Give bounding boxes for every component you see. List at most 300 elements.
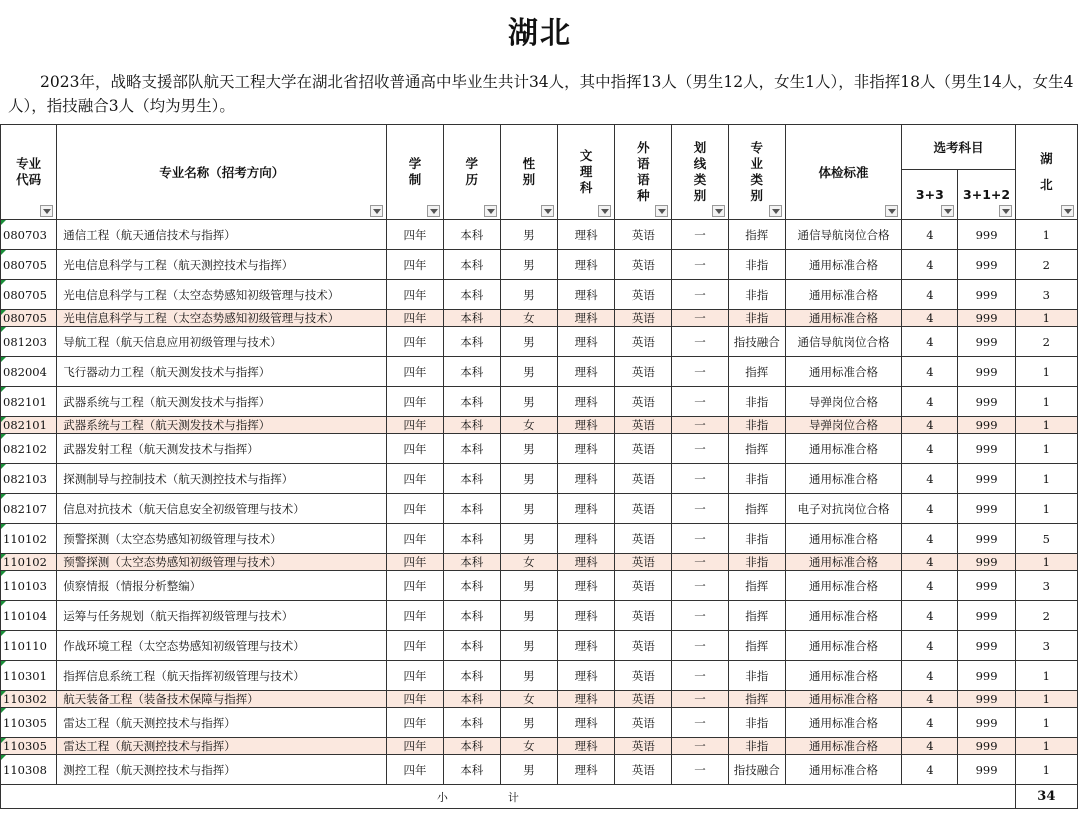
major-category-cell: 非指	[728, 738, 785, 755]
subject-3-1-2-cell: 999	[958, 601, 1015, 631]
major-category-cell: 非指	[728, 250, 785, 280]
language-cell: 英语	[615, 434, 672, 464]
medical-standard-cell: 通用标准合格	[785, 280, 901, 310]
subject-3-3-cell: 4	[902, 571, 958, 601]
quota-cell: 5	[1015, 524, 1077, 554]
medical-standard-cell: 电子对抗岗位合格	[785, 494, 901, 524]
table-row	[1, 571, 1078, 601]
medical-standard-cell: 通用标准合格	[785, 554, 901, 571]
table-row	[1, 357, 1078, 387]
duration-cell: 四年	[387, 631, 443, 661]
degree-cell: 本科	[443, 524, 500, 554]
subject-3-3-cell: 4	[902, 327, 958, 357]
filter-dropdown-icon[interactable]	[1061, 205, 1074, 217]
code-cell: 082101	[1, 417, 57, 434]
track-cell: 理科	[558, 357, 615, 387]
language-cell: 英语	[615, 661, 672, 691]
medical-standard-cell: 通用标准合格	[785, 708, 901, 738]
quota-cell: 1	[1015, 494, 1077, 524]
gender-cell: 男	[500, 250, 557, 280]
subject-3-1-2-cell: 999	[958, 327, 1015, 357]
major-category-cell: 指技融合	[728, 755, 785, 785]
subtotal-label: 小计	[1, 785, 1016, 809]
medical-standard-cell: 通用标准合格	[785, 524, 901, 554]
header-xueli	[443, 125, 500, 220]
header-wenli	[558, 125, 615, 220]
subject-3-3-cell: 4	[902, 524, 958, 554]
track-cell: 理科	[558, 571, 615, 601]
gender-cell: 女	[500, 417, 557, 434]
major-name-cell: 探测制导与控制技术（航天测控技术与指挥）	[57, 464, 387, 494]
header-3-3-label: 3+3	[915, 187, 944, 202]
quota-cell: 1	[1015, 434, 1077, 464]
medical-standard-cell: 通用标准合格	[785, 357, 901, 387]
filter-dropdown-icon[interactable]	[484, 205, 497, 217]
major-category-cell: 非指	[728, 554, 785, 571]
gender-cell: 男	[500, 357, 557, 387]
header-name-label: 专业名称（招考方向）	[159, 165, 285, 180]
cutoff-category-cell: 一	[672, 494, 728, 524]
filter-dropdown-icon[interactable]	[885, 205, 898, 217]
major-category-cell: 非指	[728, 280, 785, 310]
medical-standard-cell: 通用标准合格	[785, 464, 901, 494]
major-name-cell: 测控工程（航天测控技术与指挥）	[57, 755, 387, 785]
page-title: 湖北	[508, 16, 572, 51]
gender-cell: 男	[500, 387, 557, 417]
gender-cell: 女	[500, 738, 557, 755]
major-category-cell: 指挥	[728, 571, 785, 601]
cutoff-category-cell: 一	[672, 464, 728, 494]
subject-3-1-2-cell: 999	[958, 310, 1015, 327]
degree-cell: 本科	[443, 387, 500, 417]
filter-dropdown-icon[interactable]	[541, 205, 554, 217]
table-row	[1, 631, 1078, 661]
gender-cell: 男	[500, 434, 557, 464]
quota-cell: 1	[1015, 464, 1077, 494]
language-cell: 英语	[615, 494, 672, 524]
language-cell: 英语	[615, 554, 672, 571]
gender-cell: 男	[500, 280, 557, 310]
cutoff-category-cell: 一	[672, 280, 728, 310]
track-cell: 理科	[558, 494, 615, 524]
code-cell: 081203	[1, 327, 57, 357]
quota-cell: 1	[1015, 387, 1077, 417]
medical-standard-cell: 通用标准合格	[785, 434, 901, 464]
degree-cell: 本科	[443, 250, 500, 280]
gender-cell: 男	[500, 755, 557, 785]
subject-3-1-2-cell: 999	[958, 755, 1015, 785]
quota-cell: 1	[1015, 310, 1077, 327]
degree-cell: 本科	[443, 327, 500, 357]
code-cell: 082004	[1, 357, 57, 387]
medical-standard-cell: 通用标准合格	[785, 631, 901, 661]
header-xingbie	[500, 125, 557, 220]
degree-cell: 本科	[443, 601, 500, 631]
code-cell: 080703	[1, 220, 57, 250]
track-cell: 理科	[558, 280, 615, 310]
major-category-cell: 非指	[728, 524, 785, 554]
track-cell: 理科	[558, 464, 615, 494]
medical-standard-cell: 通用标准合格	[785, 601, 901, 631]
medical-standard-cell: 通信导航岗位合格	[785, 220, 901, 250]
cutoff-category-cell: 一	[672, 691, 728, 708]
filter-dropdown-icon[interactable]	[40, 205, 53, 217]
gender-cell: 女	[500, 310, 557, 327]
medical-standard-cell: 通用标准合格	[785, 691, 901, 708]
subject-3-1-2-cell: 999	[958, 738, 1015, 755]
header-xuankao: 选考科目	[902, 125, 1015, 170]
major-category-cell: 指挥	[728, 631, 785, 661]
header-xueli-label: 学历	[465, 156, 478, 187]
code-cell: 082103	[1, 464, 57, 494]
gender-cell: 男	[500, 571, 557, 601]
table-row	[1, 661, 1078, 691]
major-category-cell: 指挥	[728, 220, 785, 250]
medical-standard-cell: 通用标准合格	[785, 310, 901, 327]
gender-cell: 男	[500, 661, 557, 691]
medical-standard-cell: 通用标准合格	[785, 661, 901, 691]
major-name-cell: 飞行器动力工程（航天测发技术与指挥）	[57, 357, 387, 387]
subject-3-1-2-cell: 999	[958, 494, 1015, 524]
subject-3-1-2-cell: 999	[958, 357, 1015, 387]
major-name-cell: 运筹与任务规划（航天指挥初级管理与技术）	[57, 601, 387, 631]
subject-3-3-cell: 4	[902, 387, 958, 417]
major-name-cell: 光电信息科学与工程（航天测控技术与指挥）	[57, 250, 387, 280]
subject-3-3-cell: 4	[902, 691, 958, 708]
subject-3-3-cell: 4	[902, 554, 958, 571]
language-cell: 英语	[615, 524, 672, 554]
degree-cell: 本科	[443, 571, 500, 601]
subject-3-3-cell: 4	[902, 310, 958, 327]
filter-dropdown-icon[interactable]	[370, 205, 383, 217]
subject-3-3-cell: 4	[902, 661, 958, 691]
subject-3-1-2-cell: 999	[958, 708, 1015, 738]
header-hubei	[1015, 125, 1077, 220]
major-category-cell: 非指	[728, 310, 785, 327]
quota-cell: 3	[1015, 631, 1077, 661]
major-name-cell: 预警探测（太空态势感知初级管理与技术）	[57, 524, 387, 554]
duration-cell: 四年	[387, 494, 443, 524]
subject-3-1-2-cell: 999	[958, 554, 1015, 571]
cutoff-category-cell: 一	[672, 755, 728, 785]
table-row	[1, 387, 1078, 417]
track-cell: 理科	[558, 434, 615, 464]
major-name-cell: 通信工程（航天通信技术与指挥）	[57, 220, 387, 250]
track-cell: 理科	[558, 601, 615, 631]
cutoff-category-cell: 一	[672, 738, 728, 755]
degree-cell: 本科	[443, 464, 500, 494]
duration-cell: 四年	[387, 524, 443, 554]
cutoff-category-cell: 一	[672, 631, 728, 661]
quota-cell: 1	[1015, 738, 1077, 755]
track-cell: 理科	[558, 631, 615, 661]
header-tijian-label: 体检标准	[818, 165, 869, 180]
header-xuezhi-label: 学制	[408, 156, 422, 187]
degree-cell: 本科	[443, 310, 500, 327]
track-cell: 理科	[558, 417, 615, 434]
track-cell: 理科	[558, 310, 615, 327]
subject-3-1-2-cell: 999	[958, 417, 1015, 434]
degree-cell: 本科	[443, 631, 500, 661]
header-zhuanye-label: 专业类别	[750, 140, 763, 203]
gender-cell: 男	[500, 327, 557, 357]
major-category-cell: 指挥	[728, 601, 785, 631]
table-row	[1, 280, 1078, 310]
duration-cell: 四年	[387, 708, 443, 738]
header-code	[1, 125, 57, 220]
gender-cell: 男	[500, 601, 557, 631]
cutoff-category-cell: 一	[672, 220, 728, 250]
subject-3-3-cell: 4	[902, 755, 958, 785]
table-row	[1, 464, 1078, 494]
code-cell: 110308	[1, 755, 57, 785]
subject-3-3-cell: 4	[902, 601, 958, 631]
track-cell: 理科	[558, 327, 615, 357]
code-cell: 110302	[1, 691, 57, 708]
language-cell: 英语	[615, 691, 672, 708]
filter-dropdown-icon[interactable]	[712, 205, 725, 217]
cutoff-category-cell: 一	[672, 434, 728, 464]
track-cell: 理科	[558, 755, 615, 785]
subject-3-3-cell: 4	[902, 250, 958, 280]
header-huaxian	[672, 125, 728, 220]
medical-standard-cell: 通用标准合格	[785, 571, 901, 601]
quota-cell: 1	[1015, 417, 1077, 434]
table-row	[1, 434, 1078, 464]
table-row	[1, 708, 1078, 738]
gender-cell: 男	[500, 708, 557, 738]
table-row	[1, 554, 1078, 571]
cutoff-category-cell: 一	[672, 417, 728, 434]
degree-cell: 本科	[443, 220, 500, 250]
duration-cell: 四年	[387, 661, 443, 691]
language-cell: 英语	[615, 631, 672, 661]
table-row	[1, 691, 1078, 708]
degree-cell: 本科	[443, 661, 500, 691]
quota-cell: 1	[1015, 708, 1077, 738]
duration-cell: 四年	[387, 387, 443, 417]
cutoff-category-cell: 一	[672, 708, 728, 738]
duration-cell: 四年	[387, 417, 443, 434]
header-code-label: 专业代码	[16, 156, 42, 187]
major-name-cell: 作战环境工程（太空态势感知初级管理与技术）	[57, 631, 387, 661]
degree-cell: 本科	[443, 691, 500, 708]
subject-3-1-2-cell: 999	[958, 571, 1015, 601]
track-cell: 理科	[558, 524, 615, 554]
subject-3-1-2-cell: 999	[958, 250, 1015, 280]
subject-3-1-2-cell: 999	[958, 434, 1015, 464]
degree-cell: 本科	[443, 280, 500, 310]
degree-cell: 本科	[443, 357, 500, 387]
subject-3-3-cell: 4	[902, 494, 958, 524]
track-cell: 理科	[558, 738, 615, 755]
major-category-cell: 指挥	[728, 434, 785, 464]
medical-standard-cell: 通用标准合格	[785, 250, 901, 280]
subject-3-3-cell: 4	[902, 357, 958, 387]
degree-cell: 本科	[443, 554, 500, 571]
major-name-cell: 雷达工程（航天测控技术与指挥）	[57, 708, 387, 738]
subject-3-3-cell: 4	[902, 708, 958, 738]
table-body	[1, 220, 1078, 785]
filter-dropdown-icon[interactable]	[655, 205, 668, 217]
code-cell: 082107	[1, 494, 57, 524]
subject-3-1-2-cell: 999	[958, 691, 1015, 708]
code-cell: 082101	[1, 387, 57, 417]
code-cell: 110305	[1, 708, 57, 738]
table-row	[1, 524, 1078, 554]
quota-cell: 2	[1015, 327, 1077, 357]
filter-dropdown-icon[interactable]	[999, 205, 1012, 217]
major-category-cell: 非指	[728, 387, 785, 417]
language-cell: 英语	[615, 250, 672, 280]
duration-cell: 四年	[387, 571, 443, 601]
major-category-cell: 指挥	[728, 691, 785, 708]
subtotal-value: 34	[1015, 785, 1077, 809]
duration-cell: 四年	[387, 755, 443, 785]
table-row	[1, 310, 1078, 327]
header-zhuanye	[728, 125, 785, 220]
duration-cell: 四年	[387, 464, 443, 494]
quota-cell: 1	[1015, 220, 1077, 250]
cutoff-category-cell: 一	[672, 661, 728, 691]
language-cell: 英语	[615, 387, 672, 417]
header-xingbie-label: 性别	[522, 156, 536, 187]
language-cell: 英语	[615, 327, 672, 357]
major-name-cell: 光电信息科学与工程（太空态势感知初级管理与技术）	[57, 280, 387, 310]
quota-cell: 1	[1015, 554, 1077, 571]
intro-paragraph: 2023年，战略支援部队航天工程大学在湖北省招收普通高中毕业生共计34人，其中指挥13人（男生12人，女生1人），非指挥18人（男生14人，女生4人），指技融合3人（均为男生）。	[8, 73, 1074, 115]
language-cell: 英语	[615, 464, 672, 494]
track-cell: 理科	[558, 220, 615, 250]
code-cell: 080705	[1, 280, 57, 310]
degree-cell: 本科	[443, 434, 500, 464]
header-huaxian-label: 划线类别	[693, 140, 707, 203]
code-cell: 110102	[1, 554, 57, 571]
major-category-cell: 非指	[728, 708, 785, 738]
cutoff-category-cell: 一	[672, 554, 728, 571]
subject-3-3-cell: 4	[902, 417, 958, 434]
gender-cell: 男	[500, 631, 557, 661]
gender-cell: 男	[500, 494, 557, 524]
code-cell: 110103	[1, 571, 57, 601]
major-name-cell: 侦察情报（情报分析整编）	[57, 571, 387, 601]
duration-cell: 四年	[387, 220, 443, 250]
cutoff-category-cell: 一	[672, 524, 728, 554]
table-row	[1, 417, 1078, 434]
major-name-cell: 航天装备工程（装备技术保障与指挥）	[57, 691, 387, 708]
table-row	[1, 327, 1078, 357]
language-cell: 英语	[615, 417, 672, 434]
quota-cell: 2	[1015, 250, 1077, 280]
medical-standard-cell: 导弹岗位合格	[785, 417, 901, 434]
track-cell: 理科	[558, 708, 615, 738]
table-row	[1, 220, 1078, 250]
subject-3-1-2-cell: 999	[958, 464, 1015, 494]
code-cell: 080705	[1, 310, 57, 327]
track-cell: 理科	[558, 554, 615, 571]
major-name-cell: 武器发射工程（航天测发技术与指挥）	[57, 434, 387, 464]
degree-cell: 本科	[443, 755, 500, 785]
track-cell: 理科	[558, 387, 615, 417]
medical-standard-cell: 通用标准合格	[785, 755, 901, 785]
track-cell: 理科	[558, 250, 615, 280]
duration-cell: 四年	[387, 738, 443, 755]
major-category-cell: 指挥	[728, 494, 785, 524]
degree-cell: 本科	[443, 494, 500, 524]
table-row	[1, 738, 1078, 755]
duration-cell: 四年	[387, 357, 443, 387]
language-cell: 英语	[615, 755, 672, 785]
major-category-cell: 非指	[728, 417, 785, 434]
cutoff-category-cell: 一	[672, 327, 728, 357]
cutoff-category-cell: 一	[672, 601, 728, 631]
table-row	[1, 250, 1078, 280]
duration-cell: 四年	[387, 280, 443, 310]
cutoff-category-cell: 一	[672, 250, 728, 280]
degree-cell: 本科	[443, 417, 500, 434]
filter-dropdown-icon[interactable]	[769, 205, 782, 217]
subject-3-3-cell: 4	[902, 464, 958, 494]
filter-dropdown-icon[interactable]	[427, 205, 440, 217]
code-cell: 110102	[1, 524, 57, 554]
duration-cell: 四年	[387, 691, 443, 708]
major-category-cell: 非指	[728, 464, 785, 494]
language-cell: 英语	[615, 310, 672, 327]
cutoff-category-cell: 一	[672, 571, 728, 601]
header-tijian	[785, 125, 901, 220]
language-cell: 英语	[615, 357, 672, 387]
cutoff-category-cell: 一	[672, 387, 728, 417]
duration-cell: 四年	[387, 601, 443, 631]
major-name-cell: 武器系统与工程（航天测发技术与指挥）	[57, 387, 387, 417]
subject-3-3-cell: 4	[902, 220, 958, 250]
table-row	[1, 601, 1078, 631]
subject-3-3-cell: 4	[902, 434, 958, 464]
table-row	[1, 494, 1078, 524]
medical-standard-cell: 导弹岗位合格	[785, 387, 901, 417]
subject-3-3-cell: 4	[902, 738, 958, 755]
quota-cell: 3	[1015, 571, 1077, 601]
duration-cell: 四年	[387, 250, 443, 280]
subject-3-1-2-cell: 999	[958, 661, 1015, 691]
major-name-cell: 信息对抗技术（航天信息安全初级管理与技术）	[57, 494, 387, 524]
filter-dropdown-icon[interactable]	[598, 205, 611, 217]
header-3-1-2-label: 3+1+2	[963, 187, 1011, 202]
gender-cell: 女	[500, 554, 557, 571]
major-name-cell: 武器系统与工程（航天测发技术与指挥）	[57, 417, 387, 434]
header-name	[57, 125, 387, 220]
language-cell: 英语	[615, 738, 672, 755]
quota-cell: 1	[1015, 755, 1077, 785]
filter-dropdown-icon[interactable]	[941, 205, 954, 217]
major-category-cell: 非指	[728, 661, 785, 691]
major-name-cell: 预警探测（太空态势感知初级管理与技术）	[57, 554, 387, 571]
language-cell: 英语	[615, 708, 672, 738]
major-name-cell: 指挥信息系统工程（航天指挥初级管理与技术）	[57, 661, 387, 691]
header-3-3	[902, 170, 958, 220]
subject-3-1-2-cell: 999	[958, 631, 1015, 661]
gender-cell: 男	[500, 524, 557, 554]
major-category-cell: 指挥	[728, 357, 785, 387]
gender-cell: 女	[500, 691, 557, 708]
language-cell: 英语	[615, 601, 672, 631]
code-cell: 110305	[1, 738, 57, 755]
header-3-1-2	[958, 170, 1015, 220]
gender-cell: 男	[500, 220, 557, 250]
subject-3-1-2-cell: 999	[958, 220, 1015, 250]
subject-3-1-2-cell: 999	[958, 524, 1015, 554]
header-waiyu	[615, 125, 672, 220]
